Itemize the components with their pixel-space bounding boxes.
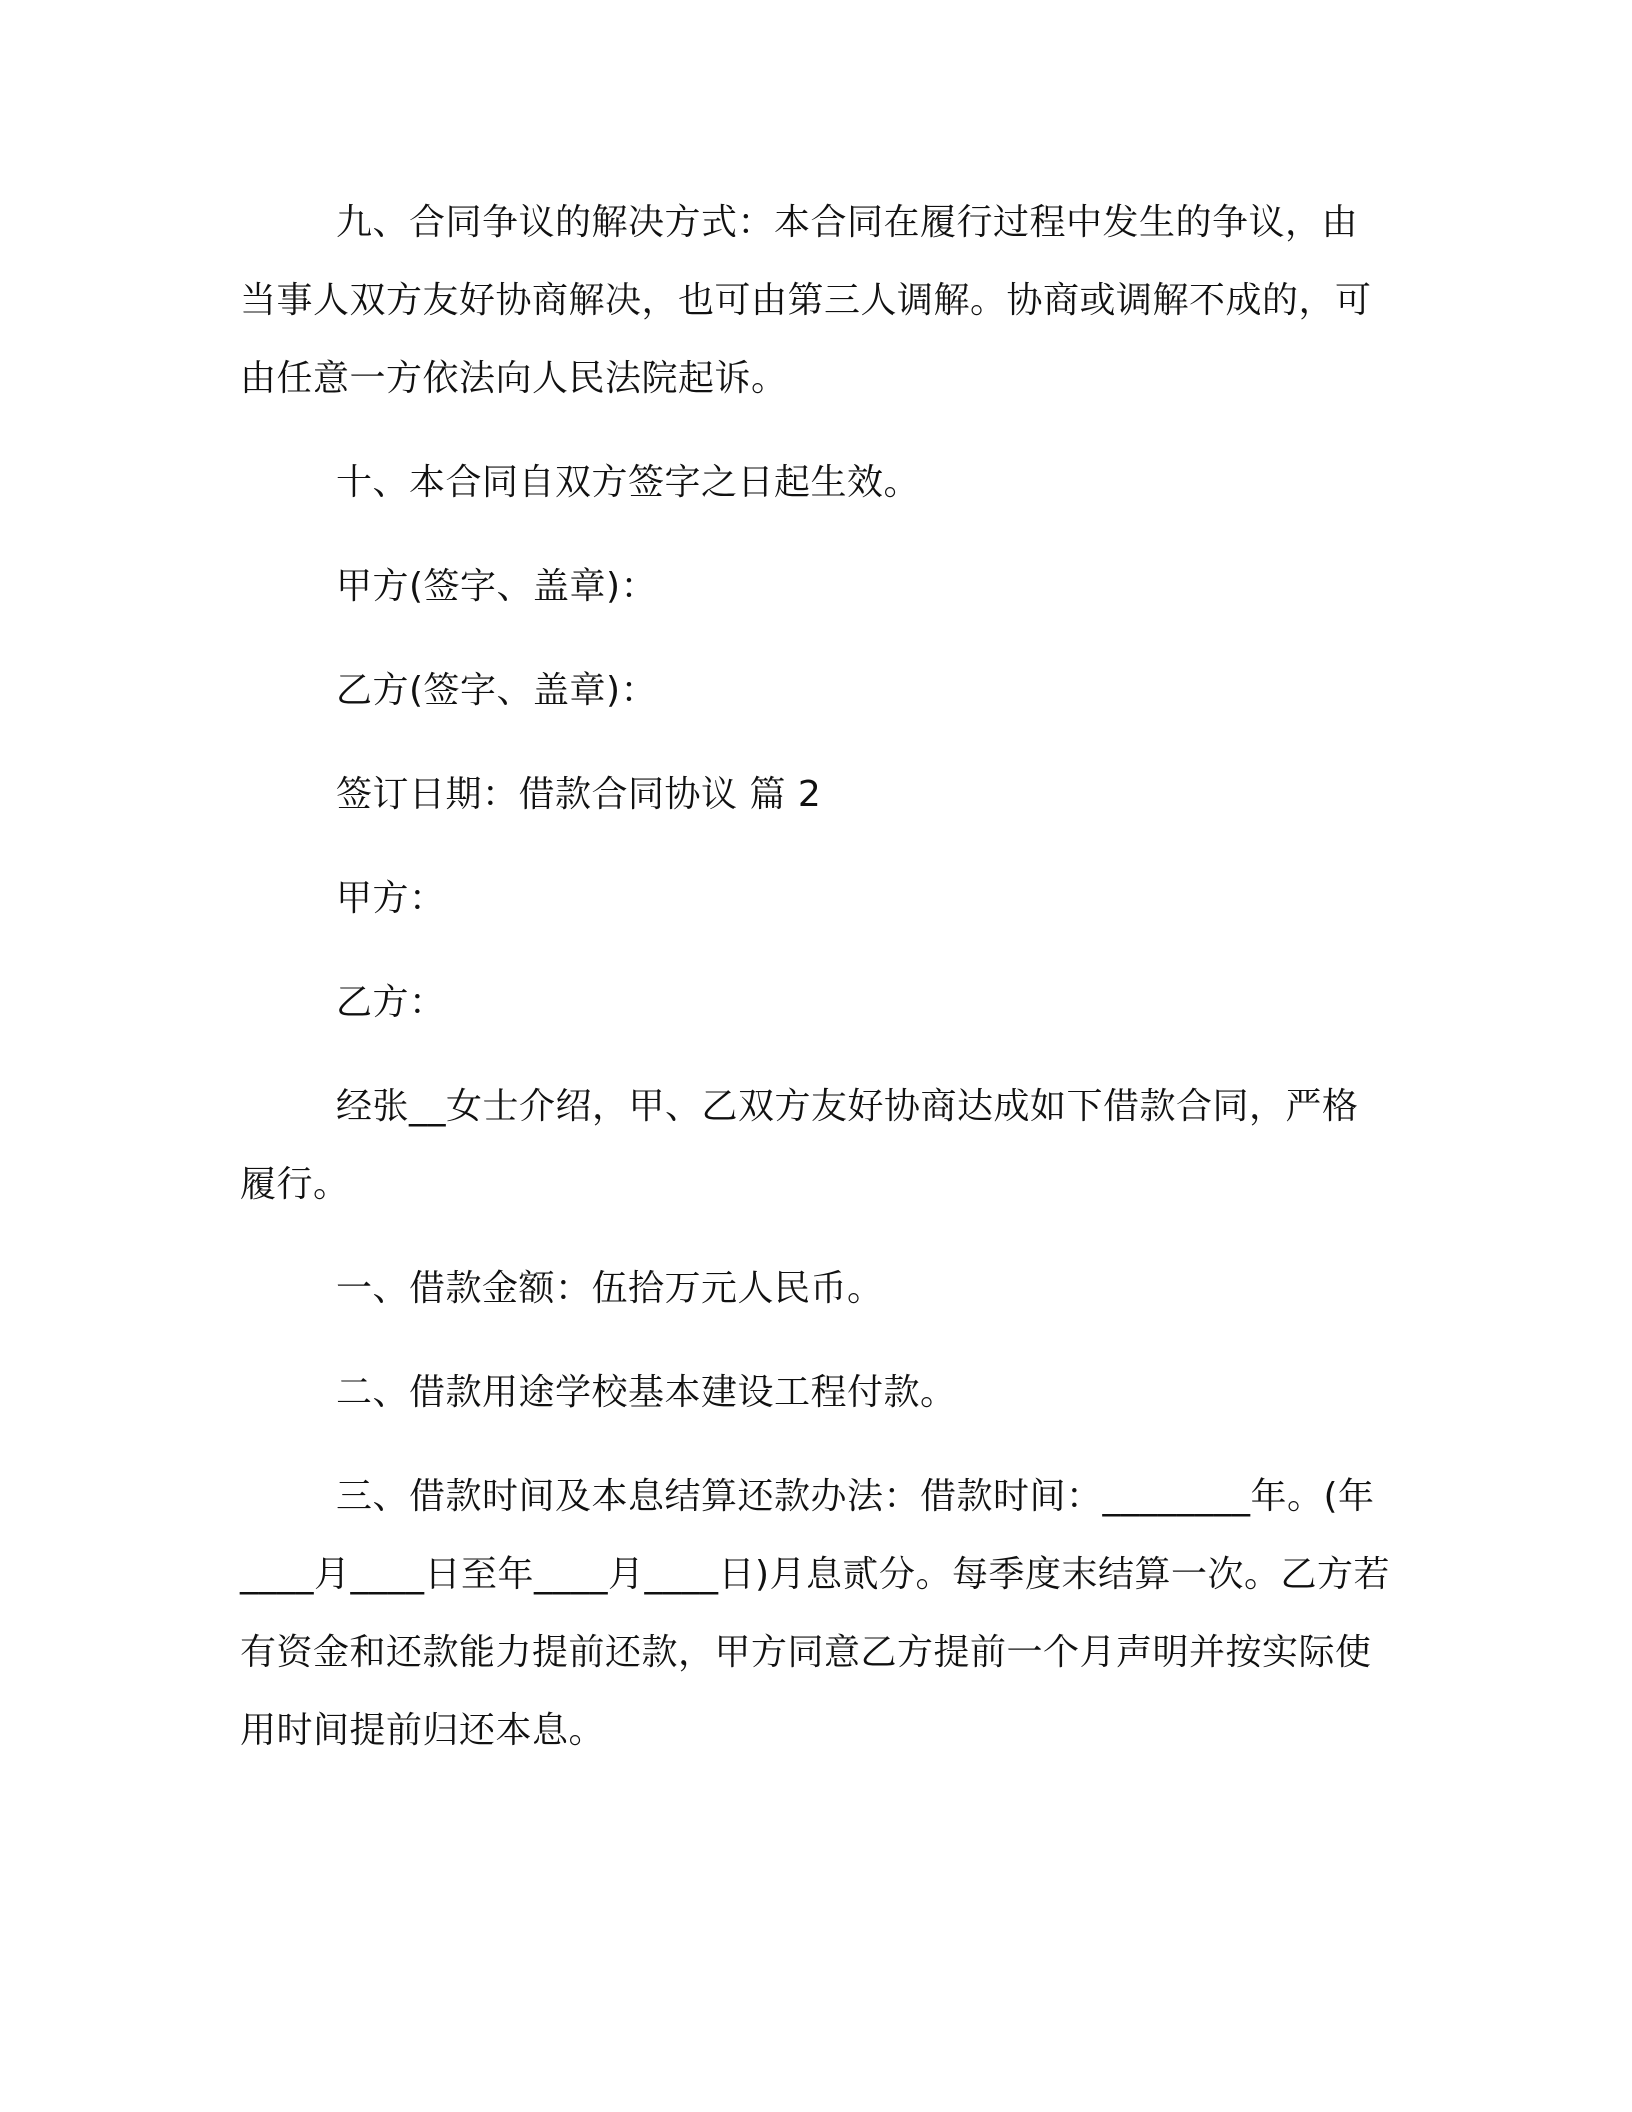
- party-b-signature-line: 乙方(签字、盖章)：: [336, 670, 658, 711]
- party-a-line: 甲方：: [336, 878, 446, 919]
- party-b-line: 乙方：: [336, 982, 446, 1023]
- clause-3-loan-term-repayment: 三、借款时间及本息结算还款办法：借款时间：________年。(年____月____日至年____月____日)月息贰分。每季度末结算一次。乙方若有资金和还款能力提前还款，甲方同意乙方提前一个月声明并按实际使用时间提前归还本息。: [240, 1476, 1391, 1751]
- clause-10-effective-date: 十、本合同自双方签字之日起生效。: [336, 462, 921, 503]
- document-body: [240, 184, 1392, 1770]
- intro-paragraph: 经张__女士介绍，甲、乙双方友好协商达成如下借款合同，严格履行。: [240, 1086, 1359, 1205]
- clause-9-dispute-resolution: 九、合同争议的解决方式：本合同在履行过程中发生的争议，由当事人双方友好协商解决，也可由第三人调解。协商或调解不成的，可由任意一方依法向人民法院起诉。: [240, 202, 1372, 399]
- party-a-signature-line: 甲方(签字、盖章)：: [336, 566, 658, 607]
- signing-date-and-section-title: 签订日期：借款合同协议 篇 2: [336, 774, 822, 815]
- clause-2-loan-purpose: 二、借款用途学校基本建设工程付款。: [336, 1372, 957, 1413]
- clause-1-loan-amount: 一、借款金额：伍拾万元人民币。: [336, 1268, 884, 1309]
